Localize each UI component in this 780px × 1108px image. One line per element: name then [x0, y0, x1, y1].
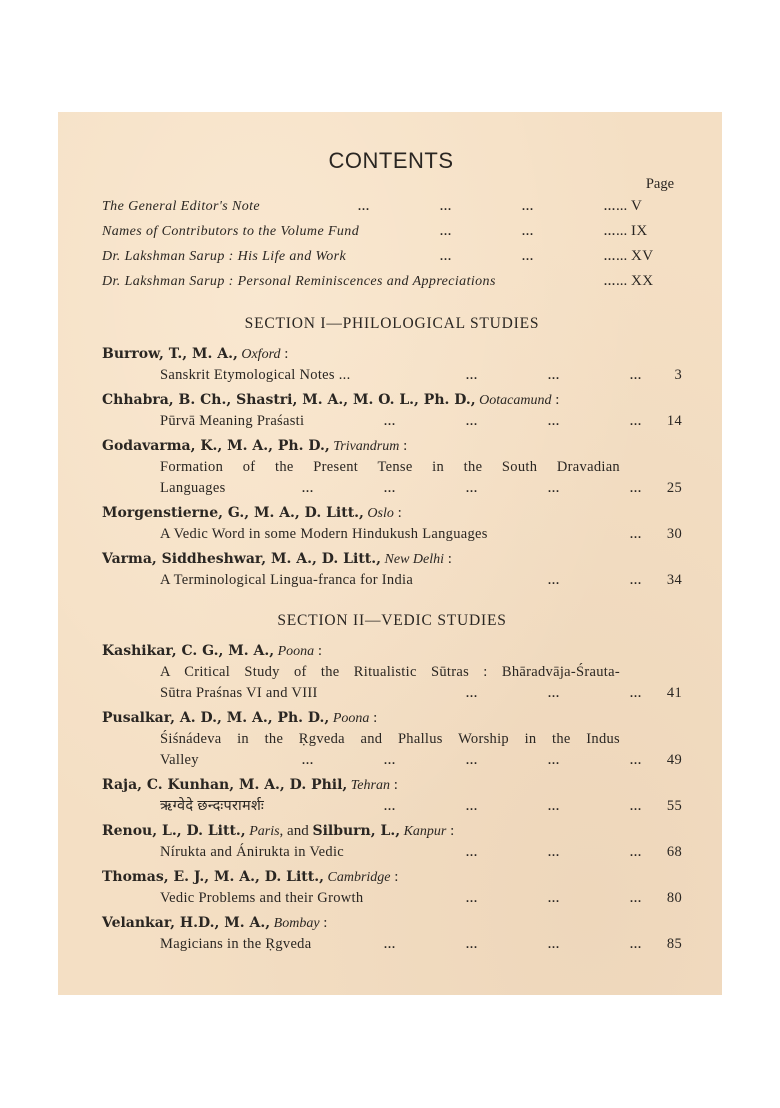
contents-entry — [102, 866, 682, 909]
contents-page — [102, 146, 682, 958]
entry-title: Valley — [160, 752, 199, 768]
entry-title-line: Formation of the Present Tense in the South Dravadian — [160, 459, 620, 475]
leader-dots — [359, 219, 616, 244]
author-part: Morgenstierne, G., M. A., D. Litt., — [102, 505, 364, 521]
author-part: Kanpur — [400, 824, 447, 839]
leader-dot-group: ... — [466, 414, 478, 428]
entry-title-line — [160, 934, 682, 955]
section-heading: SECTION I—PHILOLOGICAL STUDIES — [244, 315, 540, 332]
leader-dot-group: ... — [466, 481, 478, 495]
author-part: Tehran — [347, 778, 390, 793]
leader-dots — [264, 796, 642, 817]
entry-title-line: A Critical Study of the Ritualistic Sūtras : Bhāradvāja-Śrauta- — [160, 664, 620, 680]
contents-entry — [102, 389, 682, 432]
author-part: Kashikar, C. G., M. A., — [102, 643, 275, 659]
leader-dot-group: ... — [440, 199, 452, 213]
leader-dot-group: ... — [522, 199, 534, 213]
entry-title-line — [160, 796, 682, 817]
leader-dot-group: ... — [548, 799, 560, 813]
leader-dot-group: ... — [630, 686, 642, 700]
front-matter-title: The General Editor's Note — [102, 199, 261, 214]
leader-dot-group: ... — [548, 937, 560, 951]
author-part: Varma, Siddheshwar, M. A., D. Litt., — [102, 551, 382, 567]
leader-dot-group: ... — [548, 845, 560, 859]
leader-dots — [488, 524, 642, 545]
author-part: Ootacamund — [475, 393, 552, 408]
author-part: Paris — [245, 824, 280, 839]
author-part: Bombay — [270, 916, 320, 931]
contents-entry — [102, 912, 682, 955]
author-part: Oslo — [363, 506, 394, 521]
leader-dot-group: ... — [466, 845, 478, 859]
leader-dots — [311, 934, 642, 955]
author-part: : — [393, 505, 402, 521]
entry-title: Magicians in the Ṛgveda — [160, 936, 312, 952]
leader-dot-group: ... — [548, 481, 560, 495]
author-part: Chhabra, B. Ch., Shastri, M. A., M. O. L., Ph. D., — [102, 392, 476, 408]
author-part: , and — [279, 823, 313, 839]
author-part: Poona — [274, 644, 315, 659]
leader-dot-group: ... — [548, 368, 560, 382]
author-part: : — [369, 710, 378, 726]
author-part: Renou, L., D. Litt., — [102, 823, 246, 839]
leader-dots — [413, 570, 642, 591]
entry-author — [102, 912, 682, 934]
contents-entry — [102, 774, 682, 817]
leader-dot-group: ... — [630, 845, 642, 859]
entry-title: A Terminological Lingua-franca for India — [160, 572, 414, 588]
leader-dot-group: ... — [466, 799, 478, 813]
page-title: CONTENTS — [328, 148, 454, 173]
leader-dot-group: ... — [630, 573, 642, 587]
leader-dot-group: ... — [630, 414, 642, 428]
leader-dot-group: ... — [302, 753, 314, 767]
leader-dot-group: ... — [384, 481, 396, 495]
entry-title: ऋग्वेदे छन्दःपरामर्शः — [160, 798, 265, 814]
leader-dot-group: ... — [466, 753, 478, 767]
leader-dot-group: ... — [302, 481, 314, 495]
entry-page-number: 49 — [666, 752, 682, 768]
leader-dot-group: ... — [548, 753, 560, 767]
entry-title: Sūtra Praśnas VI and VIII — [160, 685, 318, 701]
leader-dots — [318, 683, 642, 704]
entry-page-number: 3 — [674, 367, 682, 383]
leader-dot-group: ... — [630, 753, 642, 767]
front-matter-item — [102, 269, 682, 294]
leader-dot-group: ... — [548, 891, 560, 905]
leader-dot-group: ... — [384, 937, 396, 951]
contents-entry — [102, 640, 682, 704]
entry-title-line — [160, 570, 682, 591]
author-part: : — [319, 915, 328, 931]
front-matter-title: Dr. Lakshman Sarup : Personal Reminiscences and Appreciations — [102, 274, 496, 289]
page-column-label: Page — [645, 176, 674, 192]
leader-dot-group: ... — [604, 224, 616, 238]
leader-dot-group: ... — [384, 799, 396, 813]
entry-title-line — [160, 411, 682, 432]
author-part: Oxford — [237, 347, 281, 362]
entry-page-number: 41 — [666, 685, 682, 701]
entry-title: Sanskrit Etymological Notes ... — [160, 367, 351, 383]
entry-title: Nírukta and Ánirukta in Vedic — [160, 844, 345, 860]
author-part: Burrow, T., M. A., — [102, 346, 238, 362]
front-matter-title: Dr. Lakshman Sarup : His Life and Work — [102, 249, 347, 264]
leader-dots — [304, 411, 642, 432]
leader-dot-group: ... — [630, 799, 642, 813]
entry-author — [102, 502, 682, 524]
author-part: : — [446, 823, 455, 839]
entry-author — [102, 707, 682, 729]
entry-page-number: 25 — [666, 480, 682, 496]
author-part: Thomas, E. J., M. A., D. Litt., — [102, 869, 324, 885]
author-part: New Delhi — [381, 552, 445, 567]
author-part: Cambridge — [324, 870, 391, 885]
leader-dot-group: ... — [548, 573, 560, 587]
leader-dot-group: ... — [604, 274, 616, 288]
author-part: Godavarma, K., M. A., Ph. D., — [102, 438, 330, 454]
entry-page-number: 80 — [666, 890, 682, 906]
entry-author — [102, 774, 682, 796]
entry-page-number: 68 — [666, 844, 682, 860]
leader-dot-group: ... — [384, 753, 396, 767]
entry-author — [102, 548, 682, 570]
entry-title-line: Śiśnádeva in the Ṛgveda and Phallus Worship in the Indus — [160, 731, 620, 747]
entry-title-line — [160, 524, 682, 545]
author-part: : — [389, 777, 398, 793]
leader-dots — [363, 888, 642, 909]
entry-title: Pūrvā Meaning Praśasti — [160, 413, 305, 429]
leader-dot-group: ... — [630, 481, 642, 495]
front-matter-title: Names of Contributors to the Volume Fund — [102, 224, 360, 239]
contents-entry — [102, 548, 682, 591]
contents-entry — [102, 707, 682, 771]
author-part: Raja, C. Kunhan, M. A., D. Phil, — [102, 777, 348, 793]
leader-dot-group: ... — [466, 686, 478, 700]
author-part: : — [280, 346, 289, 362]
leader-dot-group: ... — [630, 891, 642, 905]
entry-author — [102, 389, 682, 411]
contents-entry — [102, 502, 682, 545]
front-matter-item — [102, 194, 682, 219]
author-part: Poona — [329, 711, 370, 726]
entry-title-line — [160, 750, 682, 771]
front-matter-item — [102, 219, 682, 244]
front-matter-item — [102, 244, 682, 269]
leader-dot-group: ... — [630, 527, 642, 541]
leader-dot-group: ... — [384, 414, 396, 428]
section-heading: SECTION II—VEDIC STUDIES — [277, 612, 507, 629]
front-matter-page: ... V — [616, 194, 682, 219]
entry-title: Vedic Problems and their Growth — [160, 890, 364, 906]
leader-dot-group: ... — [604, 249, 616, 263]
author-part: : — [444, 551, 452, 567]
leader-dot-group: ... — [440, 224, 452, 238]
leader-dot-group: ... — [630, 937, 642, 951]
front-matter-page: ... XX — [616, 269, 682, 294]
contents-entry — [102, 435, 682, 499]
entry-page-number: 34 — [666, 572, 682, 588]
author-part: Pusalkar, A. D., M. A., Ph. D., — [102, 710, 330, 726]
leader-dots — [344, 842, 642, 863]
leader-dot-group: ... — [548, 414, 560, 428]
front-matter-page: ... XV — [616, 244, 682, 269]
leader-dot-group: ... — [522, 249, 534, 263]
author-part: Silburn, L., — [312, 823, 401, 839]
leader-dot-group: ... — [466, 891, 478, 905]
entry-title-line — [160, 365, 682, 386]
contents-entry — [102, 820, 682, 863]
entry-page-number: 55 — [666, 798, 682, 814]
front-matter-page: ... IX — [616, 219, 682, 244]
leader-dot-group: ... — [358, 199, 370, 213]
entry-author — [102, 435, 682, 457]
entry-title: A Vedic Word in some Modern Hindukush Languages — [160, 526, 488, 542]
leader-dot-group: ... — [548, 686, 560, 700]
leader-dot-group: ... — [630, 368, 642, 382]
leader-dots — [260, 194, 616, 219]
entry-author — [102, 866, 682, 888]
author-part: : — [551, 392, 560, 408]
entry-title-line — [160, 888, 682, 909]
entry-title-line — [160, 842, 682, 863]
entry-page-number: 14 — [666, 413, 682, 429]
entry-title-line — [160, 478, 682, 499]
leader-dot-group: ... — [466, 937, 478, 951]
leader-dots — [496, 269, 616, 294]
author-part: : — [314, 643, 323, 659]
leader-dots — [351, 365, 642, 386]
entry-title: Languages — [160, 480, 226, 496]
author-part: : — [390, 869, 399, 885]
leader-dots — [199, 750, 642, 771]
leader-dot-group: ... — [466, 368, 478, 382]
leader-dot-group: ... — [604, 199, 616, 213]
front-matter-list — [102, 194, 682, 294]
leader-dot-group: ... — [522, 224, 534, 238]
leader-dots — [226, 478, 642, 499]
entry-author — [102, 820, 682, 842]
entry-title-line — [160, 683, 682, 704]
entry-author — [102, 343, 682, 365]
sections — [102, 312, 682, 955]
author-part: Trivandrum — [329, 439, 400, 454]
entry-author — [102, 640, 682, 662]
author-part: : — [399, 438, 408, 454]
leader-dots — [346, 244, 616, 269]
entry-page-number: 85 — [666, 936, 682, 952]
author-part: Velankar, H.D., M. A., — [102, 915, 271, 931]
leader-dot-group: ... — [440, 249, 452, 263]
contents-entry — [102, 343, 682, 386]
entry-page-number: 30 — [666, 526, 682, 542]
